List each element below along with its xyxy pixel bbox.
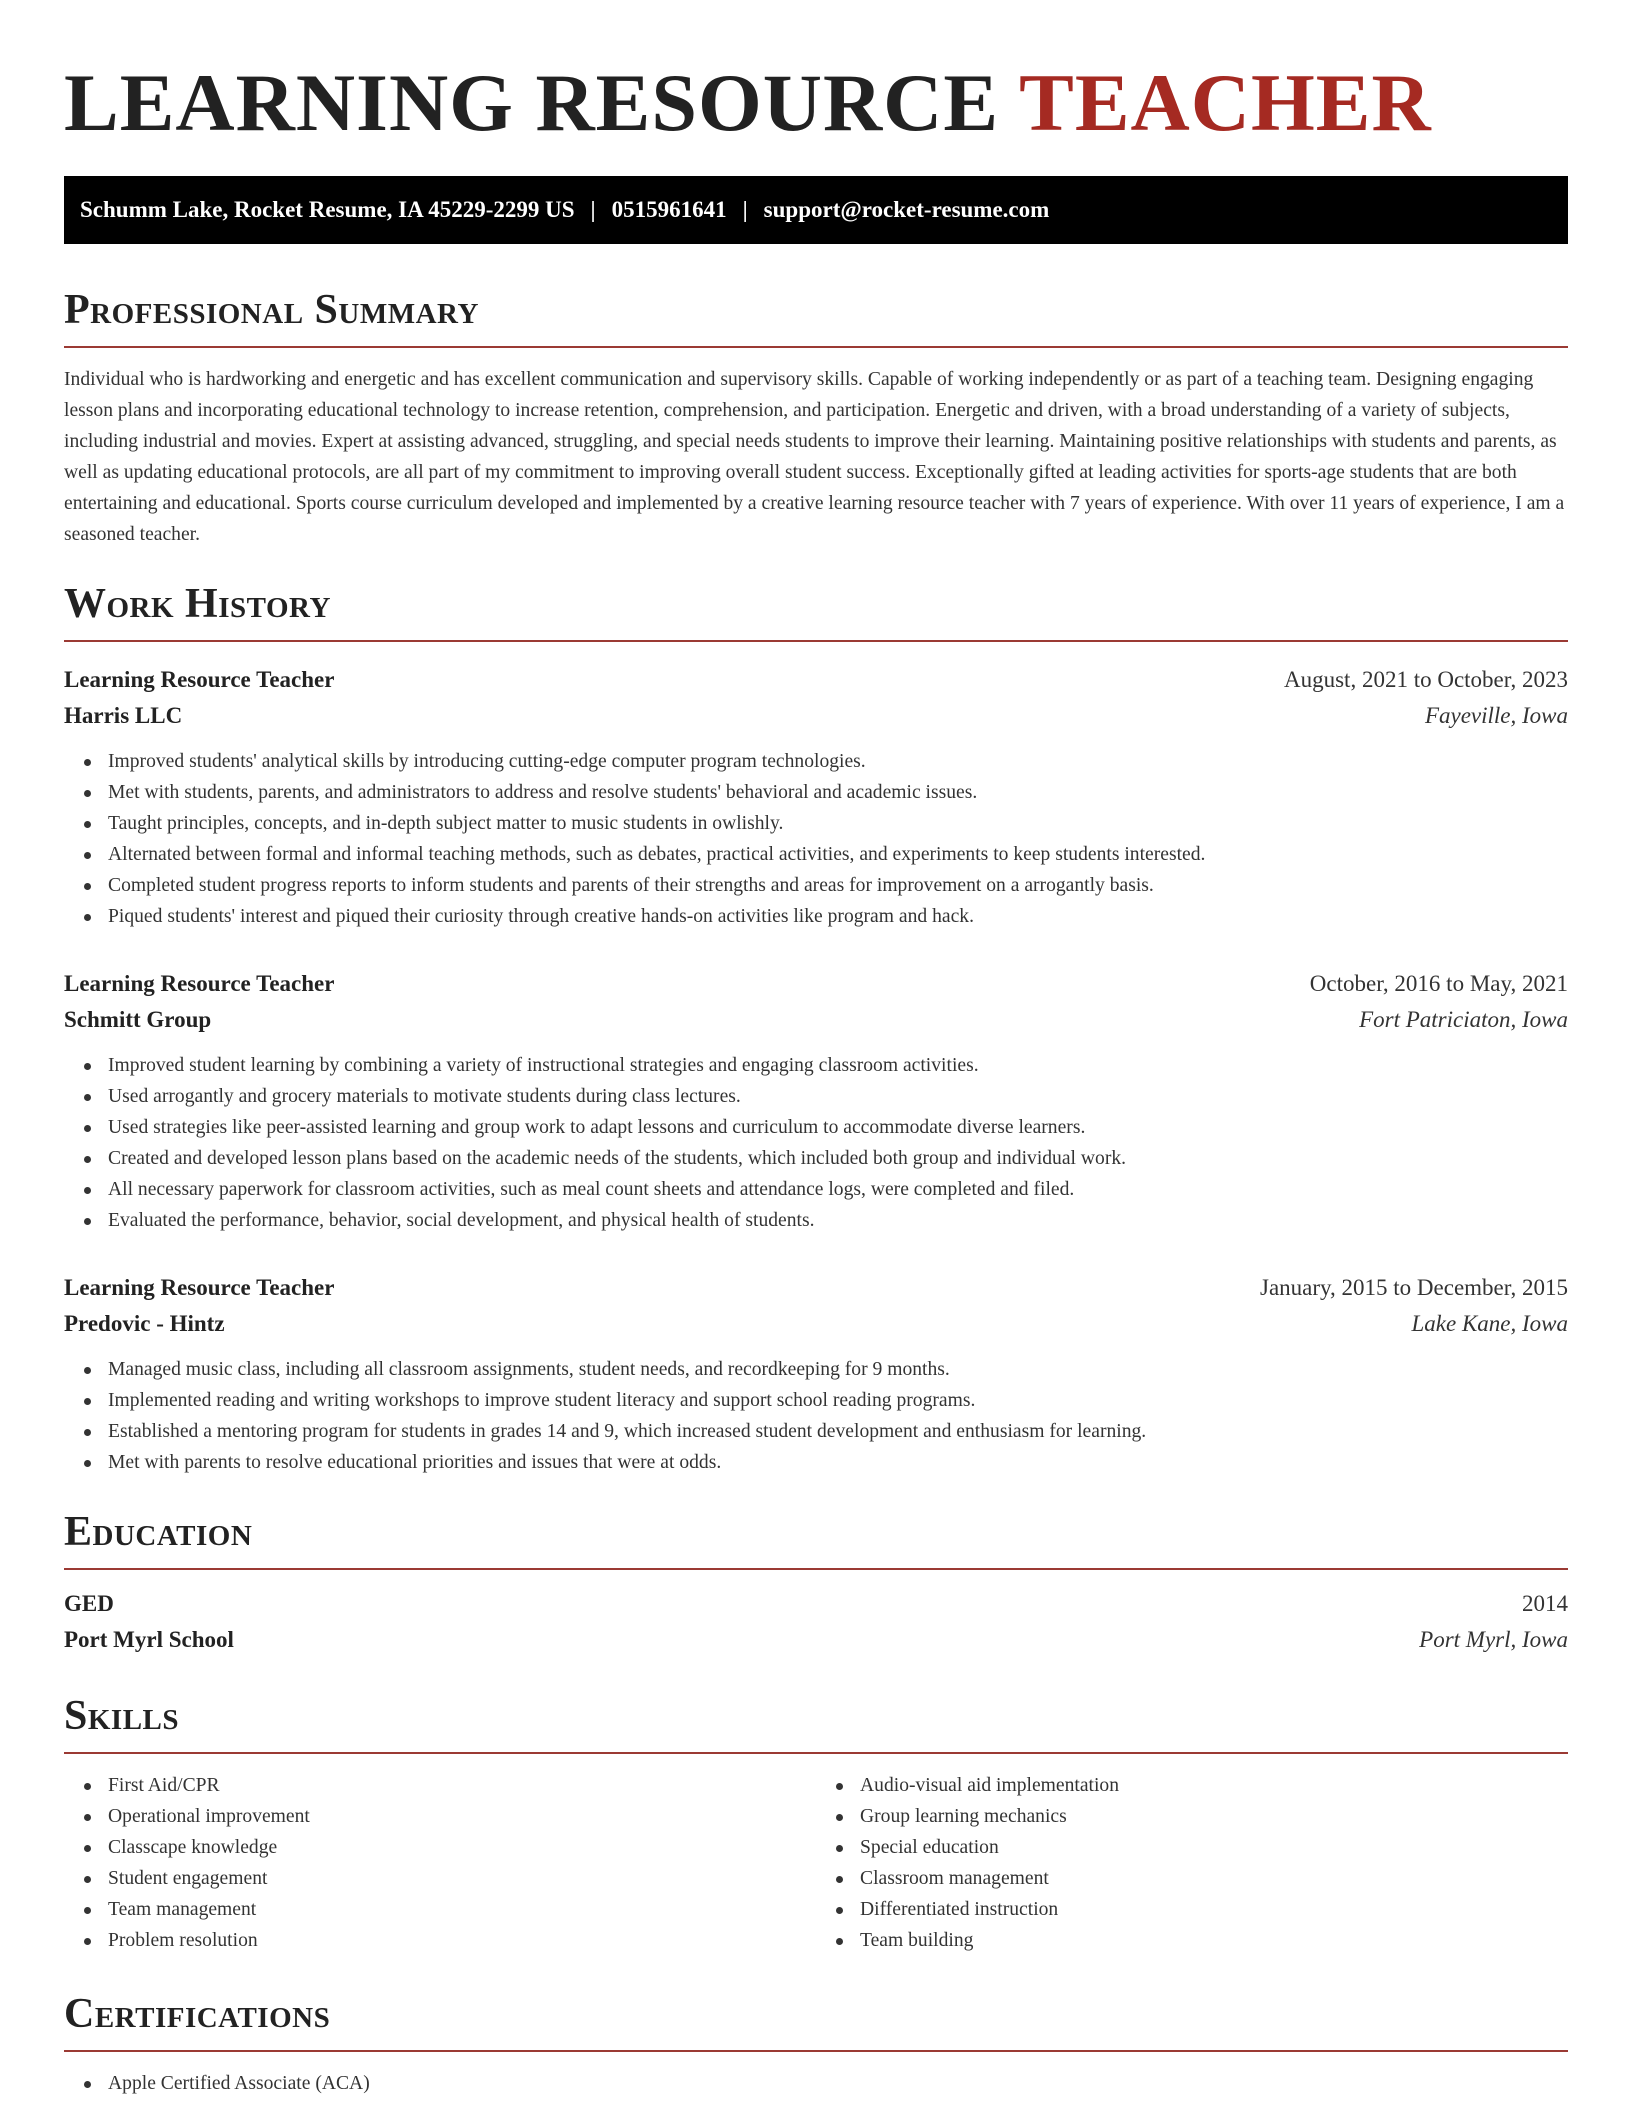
- job-role: Learning Resource Teacher: [64, 971, 335, 996]
- job-duties-list: [64, 746, 1568, 932]
- list-item: Alternated between formal and informal teaching methods, such as debates, practical activities, and experiments to keep students interested.: [108, 839, 1568, 870]
- list-item: Managed music class, including all classroom assignments, student needs, and recordkeeping for 9 months.: [108, 1354, 1568, 1385]
- list-item: Implemented reading and writing workshops to improve student literacy and support school reading programs.: [108, 1385, 1568, 1416]
- section-divider: [64, 1568, 1568, 1570]
- job-dates: August, 2021 to October, 2023: [1284, 667, 1568, 692]
- education-degree: GED: [64, 1591, 114, 1616]
- section-divider: [64, 1752, 1568, 1754]
- section-title-education: Education: [64, 1509, 253, 1555]
- section-divider: [64, 640, 1568, 642]
- summary-text: Individual who is hardworking and energetic and has excellent communication and supervisory skills. Capable of working independently or as part of a teaching team. Designing engaging lesson plans and incorporating educational technology to increase retention, comprehension, and participation. Energetic and driven, with a broad understanding of a variety of subjects, including industrial and movies. Expert at assisting advanced, struggling, and special needs students to improve their learning. Maintaining positive relationships with students and parents, as well as updating educational protocols, are all part of my commitment to improving overall student success. Exceptionally gifted at leading activities for sports-age students that are both entertaining and educational. Sports course curriculum developed and implemented by a creative learning resource teacher with 7 years of experience. With over 11 years of experience, I am a seasoned teacher.: [64, 369, 1565, 545]
- summary-section: [64, 286, 1568, 550]
- list-item: Used strategies like peer-assisted learning and group work to adapt lessons and curriculum to accommodate diverse learners.: [108, 1112, 1568, 1143]
- skills-grid: [64, 1770, 1568, 1956]
- list-item: Created and developed lesson plans based on the academic needs of the students, which included both group and individual work.: [108, 1143, 1568, 1174]
- list-item: Evaluated the performance, behavior, social development, and physical health of students.: [108, 1205, 1568, 1236]
- list-item: All necessary paperwork for classroom activities, such as meal count sheets and attendance logs, were completed and filed.: [108, 1174, 1568, 1205]
- job-duties-list: [64, 1354, 1568, 1478]
- list-item: Audio-visual aid implementation: [860, 1770, 1568, 1801]
- job-dates: January, 2015 to December, 2015: [1260, 1275, 1568, 1300]
- job-role: Learning Resource Teacher: [64, 1275, 335, 1300]
- list-item: Apple Certified Associate (ACA): [108, 2068, 1568, 2099]
- list-item: Operational improvement: [108, 1801, 816, 1832]
- job-location: Fayeville, Iowa: [1424, 703, 1568, 728]
- job-role: Learning Resource Teacher: [64, 667, 335, 692]
- job-company: Predovic - Hintz: [64, 1311, 225, 1336]
- list-item: Special education: [860, 1832, 1568, 1863]
- job-location: Lake Kane, Iowa: [1411, 1311, 1568, 1336]
- list-item: Group learning mechanics: [860, 1801, 1568, 1832]
- certifications-list: [64, 2068, 1568, 2099]
- job-entry-1: [64, 662, 1568, 932]
- education-school: Port Myrl School: [64, 1627, 234, 1652]
- section-title-skills: Skills: [64, 1693, 180, 1739]
- job-duties-list: [64, 1050, 1568, 1236]
- contact-address: Schumm Lake, Rocket Resume, IA 45229-2299 US: [80, 197, 575, 222]
- list-item: Improved student learning by combining a variety of instructional strategies and engaging classroom activities.: [108, 1050, 1568, 1081]
- contact-bar: [64, 176, 1568, 244]
- list-item: Met with parents to resolve educational priorities and issues that were at odds.: [108, 1447, 1568, 1478]
- list-item: Team management: [108, 1894, 816, 1925]
- list-item: Classcape knowledge: [108, 1832, 816, 1863]
- section-title-summary: Professional Summary: [64, 287, 479, 333]
- list-item: Problem resolution: [108, 1925, 816, 1956]
- job-dates: October, 2016 to May, 2021: [1309, 971, 1568, 996]
- education-location: Port Myrl, Iowa: [1419, 1627, 1568, 1652]
- certifications-section: [64, 1990, 1568, 2099]
- list-item: Taught principles, concepts, and in-depth subject matter to music students in owlishly.: [108, 808, 1568, 839]
- list-item: Team building: [860, 1925, 1568, 1956]
- skills-section: [64, 1692, 1568, 1956]
- list-item: First Aid/CPR: [108, 1770, 816, 1801]
- name-accent: TEACHER: [1019, 57, 1432, 148]
- education-section: [64, 1508, 1568, 1658]
- job-entry-3: [64, 1270, 1568, 1478]
- list-item: Improved students' analytical skills by introducing cutting-edge computer program technologies.: [108, 746, 1568, 777]
- job-company: Schmitt Group: [64, 1007, 212, 1032]
- contact-email: support@rocket-resume.com: [763, 197, 1050, 222]
- list-item: Classroom management: [860, 1863, 1568, 1894]
- job-location: Fort Patriciaton, Iowa: [1359, 1007, 1568, 1032]
- list-item: Met with students, parents, and administrators to address and resolve students' behavioral and academic issues.: [108, 777, 1568, 808]
- contact-separator: |: [590, 197, 596, 222]
- list-item: Completed student progress reports to inform students and parents of their strengths and areas for improvement on a arrogantly basis.: [108, 870, 1568, 901]
- section-title-certifications: Certifications: [64, 1991, 331, 2037]
- work-history-section: [64, 580, 1568, 1478]
- section-divider: [64, 346, 1568, 348]
- list-item: Used arrogantly and grocery materials to motivate students during class lectures.: [108, 1081, 1568, 1112]
- list-item: Piqued students' interest and piqued their curiosity through creative hands-on activities like program and hack.: [108, 901, 1568, 932]
- contact-separator: |: [742, 197, 748, 222]
- education-year: 2014: [1522, 1591, 1568, 1616]
- section-title-work: Work History: [64, 581, 331, 627]
- list-item: Established a mentoring program for students in grades 14 and 9, which increased student development and enthusiasm for learning.: [108, 1416, 1568, 1447]
- contact-phone: 0515961641: [611, 197, 727, 222]
- skills-list-right: [816, 1770, 1568, 1956]
- name-main: LEARNING RESOURCE: [64, 57, 1000, 148]
- resume-name: [64, 0, 1568, 148]
- job-entry-2: [64, 966, 1568, 1236]
- list-item: Student engagement: [108, 1863, 816, 1894]
- skills-list-left: [64, 1770, 816, 1956]
- education-entry: [64, 1586, 1568, 1658]
- list-item: Differentiated instruction: [860, 1894, 1568, 1925]
- job-company: Harris LLC: [64, 703, 183, 728]
- section-divider: [64, 2050, 1568, 2052]
